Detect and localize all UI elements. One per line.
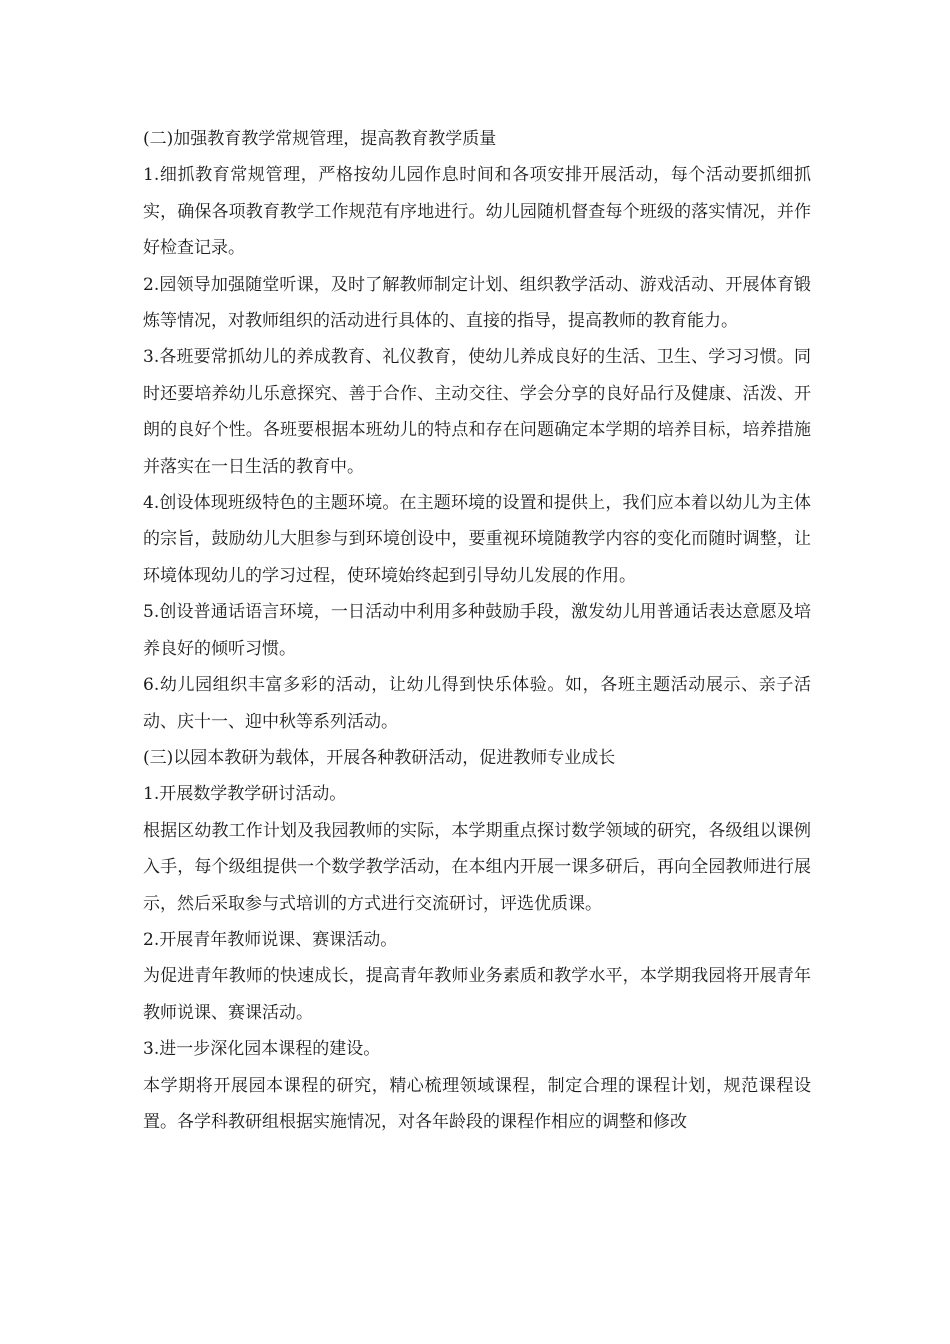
paragraph: 1.开展数学教学研讨活动。 <box>143 784 347 805</box>
document-body <box>143 121 811 1140</box>
paragraph: 为促进青年教师的快速成长，提高青年教师业务素质和教学水平，本学期我园将开展青年教师说课、赛课活动。 <box>143 966 811 1023</box>
paragraph: 4.创设体现班级特色的主题环境。在主题环境的设置和提供上，我们应本着以幼儿为主体的宗旨，鼓励幼儿大胆参与到环境创设中，要重视环境随教学内容的变化而随时调整，让环境体现幼儿的学习过程，使环境始终起到引导幼儿发展的作用。 <box>143 493 811 586</box>
paragraph: 2.开展青年教师说课、赛课活动。 <box>143 929 398 950</box>
paragraph: 3.各班要常抓幼儿的养成教育、礼仪教育，使幼儿养成良好的生活、卫生、学习习惯。同时还要培养幼儿乐意探究、善于合作、主动交往、学会分享的良好品行及健康、活泼、开朗的良好个性。各班要根据本班幼儿的特点和存在问题确定本学期的培养目标，培养措施并落实在一日生活的教育中。 <box>143 347 811 477</box>
paragraph: 5.创设普通话语言环境，一日活动中利用多种鼓励手段，激发幼儿用普通话表达意愿及培养良好的倾听习惯。 <box>143 602 811 659</box>
section-heading-2: (二)加强教育教学常规管理，提高教育教学质量 <box>143 129 497 149</box>
paragraph: 3.进一步深化园本课程的建设。 <box>143 1039 381 1060</box>
paragraph: 6.幼儿园组织丰富多彩的活动，让幼儿得到快乐体验。如，各班主题活动展示、亲子活动、庆十一、迎中秋等系列活动。 <box>143 675 811 732</box>
paragraph: 根据区幼教工作计划及我园教师的实际，本学期重点探讨数学领域的研究，各级组以课例入手，每个级组提供一个数学教学活动，在本组内开展一课多研后，再向全园教师进行展示，然后采取参与式培训的方式进行交流研讨，评选优质课。 <box>143 820 811 914</box>
paragraph: 本学期将开展园本课程的研究，精心梳理领域课程，制定合理的课程计划，规范课程设置。各学科教研组根据实施情况，对各年龄段的课程作相应的调整和修改 <box>143 1075 811 1132</box>
paragraph: 1.细抓教育常规管理，严格按幼儿园作息时间和各项安排开展活动，每个活动要抓细抓实，确保各项教育教学工作规范有序地进行。幼儿园随机督查每个班级的落实情况，并作好检查记录。 <box>143 165 811 259</box>
paragraph: 2.园领导加强随堂听课，及时了解教师制定计划、组织教学活动、游戏活动、开展体育锻炼等情况，对教师组织的活动进行具体的、直接的指导，提高教师的教育能力。 <box>143 274 811 332</box>
section-heading-3: (三)以园本教研为载体，开展各种教研活动，促进教师专业成长 <box>143 747 616 768</box>
